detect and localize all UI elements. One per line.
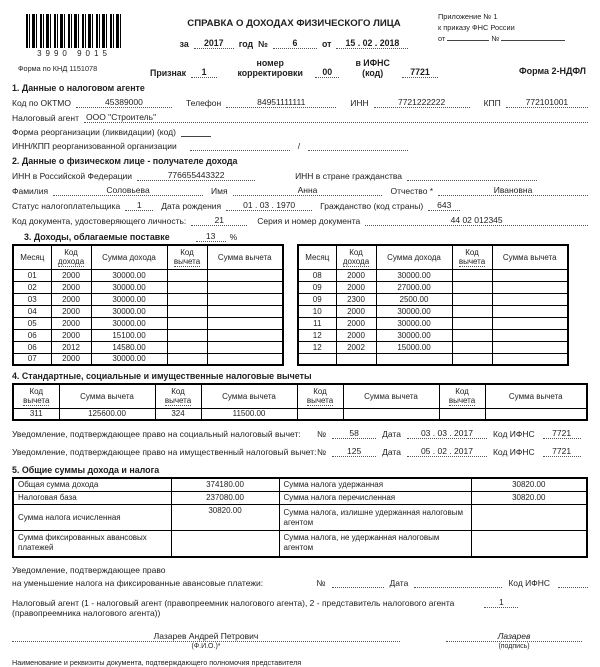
income-code-cell — [336, 353, 376, 365]
dob-value: 01 . 03 . 1970 — [226, 200, 312, 211]
income-row — [298, 269, 568, 281]
col-deduct-code: Код вычета — [155, 384, 201, 408]
deduct-code-cell — [452, 317, 492, 329]
social-notice-label: Уведомление, подтверждающее право на социальный налоговый вычет: — [12, 429, 301, 439]
totals-table — [12, 477, 588, 558]
header — [12, 6, 588, 78]
month-cell: 06 — [13, 329, 51, 341]
deduct-sum-cell — [492, 269, 568, 281]
income-row — [298, 341, 568, 353]
agent-type-value: 1 — [484, 597, 518, 608]
agent-inn-label: ИНН — [350, 98, 369, 108]
kpp-label: КПП — [483, 98, 501, 108]
reorg-form-value — [181, 127, 211, 137]
ifns-label: Код ИФНС — [492, 447, 535, 457]
income-sum-cell: 15000.00 — [376, 341, 452, 353]
income-row — [298, 329, 568, 341]
deduct-code-cell — [452, 329, 492, 341]
deduct-sum-cell — [207, 353, 283, 365]
deduct-code-cell — [167, 269, 207, 281]
surname-label: Фамилия — [12, 186, 49, 196]
deductions-header — [13, 384, 587, 408]
form-knd-label: Форма по КНД 1151078 — [18, 64, 98, 73]
social-notice-date: 03 . 03 . 2017 — [407, 428, 487, 439]
percent-sign: % — [229, 232, 238, 242]
priznak-label: Признак — [150, 68, 187, 78]
income-code-cell: 2002 — [336, 341, 376, 353]
income-code-cell: 2000 — [336, 329, 376, 341]
reorg-form-row — [12, 127, 588, 137]
signature-caption: (подпись) — [498, 642, 530, 650]
income-row — [298, 305, 568, 317]
reorg-inn-kpp-row — [12, 141, 588, 151]
income-row — [13, 293, 283, 305]
person-name-row — [12, 185, 588, 196]
agent-type-row — [12, 597, 588, 618]
total-label: Сумма фиксированных авансовых платежей — [13, 531, 171, 557]
deduct-code-cell: 311 — [13, 408, 59, 420]
income-code-cell: 2000 — [336, 305, 376, 317]
col-deduct-sum: Сумма вычета — [207, 245, 283, 269]
deduct-sum-cell — [485, 408, 587, 420]
totals-row — [13, 505, 587, 531]
income-row — [298, 317, 568, 329]
deduct-sum-cell — [207, 281, 283, 293]
date-label: Дата — [389, 577, 409, 588]
deduct-code-cell — [167, 353, 207, 365]
appendix-no-label: № — [491, 34, 500, 44]
doc-date-value: 15 . 02 . 2018 — [336, 38, 408, 49]
dob-label: Дата рождения — [161, 201, 222, 211]
income-row — [13, 281, 283, 293]
month-cell — [298, 353, 336, 365]
income-code-cell: 2000 — [51, 293, 91, 305]
citizenship-value: 643 — [428, 200, 460, 211]
deduct-sum-cell — [492, 329, 568, 341]
section1-heading: 1. Данные о налоговом агенте — [12, 83, 145, 93]
income-code-cell: 2000 — [336, 317, 376, 329]
date-label: Дата — [382, 429, 401, 439]
income-code-cell: 2000 — [51, 281, 91, 293]
income-code-cell: 2000 — [51, 353, 91, 365]
month-cell: 07 — [13, 353, 51, 365]
col-month: Месяц — [13, 245, 51, 269]
doc-number-value: 6 — [273, 38, 317, 49]
col-deduct-sum: Сумма вычета — [343, 384, 439, 408]
month-cell: 04 — [13, 305, 51, 317]
income-code-cell: 2000 — [51, 317, 91, 329]
korr-value: 00 — [315, 67, 339, 78]
doc-code-label: Код документа, удостоверяющего личность: — [12, 216, 187, 226]
total-label: Сумма налога, излишне удержанная налоговым агентом — [279, 505, 471, 531]
no-sign: № — [317, 429, 327, 439]
priznak-value: 1 — [191, 67, 217, 78]
totals-row — [13, 492, 587, 505]
inn-foreign-label: ИНН в стране гражданства — [295, 171, 402, 181]
deduct-sum-cell — [492, 281, 568, 293]
za-label: за — [179, 39, 189, 49]
deduct-sum-cell — [492, 353, 568, 365]
signature-value: Лазарев — [446, 631, 582, 642]
priznak-line — [150, 58, 438, 78]
advance-notice-ifns — [558, 578, 588, 588]
income-code-cell: 2300 — [336, 293, 376, 305]
income-row — [13, 341, 283, 353]
deduct-code-cell — [439, 408, 485, 420]
date-label: Дата — [382, 447, 401, 457]
firstname-label: Имя — [211, 186, 228, 196]
form-name-label: Форма 2-НДФЛ — [518, 66, 586, 76]
income-sum-cell: 30000.00 — [376, 269, 452, 281]
deduct-code-cell — [452, 281, 492, 293]
god-label: год — [238, 39, 254, 49]
month-cell: 09 — [298, 293, 336, 305]
advance-notice-label: на уменьшение налога на фиксированные авансовые платежи: — [12, 577, 264, 588]
doc-number-line — [150, 38, 438, 49]
income-sum-cell: 30000.00 — [91, 281, 167, 293]
agent-name-row — [12, 112, 588, 123]
total-label: Общая сумма дохода — [13, 478, 171, 492]
property-notice-date: 05 . 02 . 2017 — [407, 446, 487, 457]
deduct-sum-cell — [207, 305, 283, 317]
surname-value: Соловьева — [53, 185, 203, 196]
total-value: 30820.00 — [171, 505, 279, 531]
social-deduction-notice — [12, 428, 588, 439]
appendix-date-blank — [447, 33, 489, 41]
totals-row — [13, 478, 587, 492]
doc-num-value: 44 02 012345 — [365, 215, 588, 226]
patronymic-label: Отчество * — [390, 186, 434, 196]
income-code-cell: 2000 — [51, 269, 91, 281]
property-notice-ifns: 7721 — [543, 446, 581, 457]
person-document-row — [12, 215, 588, 226]
inn-foreign-value — [407, 171, 537, 181]
person-status-row — [12, 200, 588, 211]
ifns-code-value: 7721 — [402, 67, 438, 78]
income-code-cell: 2012 — [51, 341, 91, 353]
income-sum-cell: 30000.00 — [91, 353, 167, 365]
person-inn-row — [12, 170, 588, 181]
agent-name-value: ООО "Строитель" — [84, 112, 588, 123]
income-sum-cell: 14580.00 — [91, 341, 167, 353]
income-table-right-header — [298, 245, 568, 269]
appendix-number-blank — [501, 33, 565, 41]
income-row — [13, 329, 283, 341]
col-deduct-code: Код вычета — [297, 384, 343, 408]
month-cell: 03 — [13, 293, 51, 305]
col-deduct-code: Код вычета — [13, 384, 59, 408]
total-value — [171, 531, 279, 557]
deduct-code-cell — [167, 317, 207, 329]
deduct-code-cell — [167, 329, 207, 341]
advance-notice-line1: Уведомление, подтверждающее право — [12, 564, 166, 575]
total-label: Налоговая база — [13, 492, 171, 505]
deduct-code-cell: 324 — [155, 408, 201, 420]
deduct-sum-cell — [492, 305, 568, 317]
social-notice-ifns: 7721 — [543, 428, 581, 439]
income-row — [298, 293, 568, 305]
month-cell: 05 — [13, 317, 51, 329]
phone-value: 84951111111 — [226, 97, 336, 108]
ot-label: от — [321, 39, 332, 49]
reorg-kpp-value — [308, 141, 408, 151]
representative-document-note: Наименование и реквизиты документа, подтверждающего полномочия представителя — [12, 657, 302, 667]
total-value: 30820.00 — [471, 492, 587, 505]
income-sum-cell: 30000.00 — [91, 293, 167, 305]
month-cell: 11 — [298, 317, 336, 329]
deduct-sum-cell — [492, 341, 568, 353]
appendix-line-2: к приказу ФНС России — [438, 22, 515, 32]
year-value: 2017 — [194, 38, 234, 49]
agent-type-label: Налоговый агент (1 - налоговый агент (правопреемник налогового агента), 2 - представитель налогового агента (правопреемника налогового агента)) — [12, 597, 455, 618]
col-deduct-sum: Сумма вычета — [492, 245, 568, 269]
ifns-label: в ИФНС (код) — [355, 58, 390, 78]
kpp-value: 772101001 — [506, 97, 588, 108]
fio-caption: (Ф.И.О.)* — [191, 642, 221, 650]
deduct-code-cell — [167, 293, 207, 305]
total-label: Сумма налога перечисленная — [279, 492, 471, 505]
reorg-inn-value — [190, 141, 290, 151]
income-row — [298, 353, 568, 365]
deductions-row — [13, 408, 587, 420]
deduct-code-cell — [452, 353, 492, 365]
agent-inn-value: 7721222222 — [374, 97, 470, 108]
income-table-left-header — [13, 245, 283, 269]
total-value — [471, 531, 587, 557]
deduct-sum-cell — [207, 269, 283, 281]
no-sign: № — [258, 39, 268, 49]
barcode-image — [26, 14, 122, 48]
income-row — [13, 317, 283, 329]
citizenship-label: Гражданство (код страны) — [320, 201, 424, 211]
total-label: Сумма налога исчисленная — [13, 505, 171, 531]
ifns-label: Код ИФНС — [508, 577, 550, 588]
col-deduct-code: Код вычета — [452, 245, 492, 269]
month-cell: 01 — [13, 269, 51, 281]
income-code-cell: 2000 — [336, 269, 376, 281]
reorg-form-label: Форма реорганизации (ликвидации) (код) — [12, 127, 176, 137]
tax-rate-value: 13 — [196, 231, 226, 242]
income-sum-cell: 30000.00 — [376, 305, 452, 317]
month-cell: 02 — [13, 281, 51, 293]
property-notice-label: Уведомление, подтверждающее право на имущественный налоговый вычет: — [12, 447, 317, 457]
income-sum-cell: 30000.00 — [376, 317, 452, 329]
patronymic-value: Ивановна — [438, 185, 588, 196]
advance-notice-date — [414, 578, 502, 588]
deduct-sum-cell — [207, 317, 283, 329]
header-left — [12, 6, 150, 78]
status-value: 1 — [125, 200, 153, 211]
col-deduct-sum: Сумма вычета — [485, 384, 587, 408]
oktmo-value: 45389000 — [76, 97, 172, 108]
income-sum-cell: 30000.00 — [91, 317, 167, 329]
appendix-ot-label: от — [438, 34, 446, 44]
deduct-code-cell — [167, 341, 207, 353]
col-income-sum: Сумма дохода — [376, 245, 452, 269]
advance-notice-number — [332, 578, 384, 588]
doc-code-value: 21 — [191, 215, 247, 226]
property-deduction-notice — [12, 446, 588, 457]
advance-notice-line2 — [12, 578, 588, 588]
deduct-sum-cell — [343, 408, 439, 420]
ifns-label: Код ИФНС — [492, 429, 535, 439]
income-code-cell: 2000 — [51, 305, 91, 317]
income-row — [13, 353, 283, 365]
slash-separator: / — [297, 141, 301, 151]
col-deduct-sum: Сумма вычета — [59, 384, 155, 408]
page-title: СПРАВКА О ДОХОДАХ ФИЗИЧЕСКОГО ЛИЦА — [187, 18, 401, 29]
income-sum-cell: 30000.00 — [91, 305, 167, 317]
col-income-code: Код дохода — [336, 245, 376, 269]
income-code-cell: 2000 — [336, 281, 376, 293]
deduct-code-cell — [452, 293, 492, 305]
status-label: Статус налогоплательщика — [12, 201, 121, 211]
inn-rf-label: ИНН в Российской Федерации — [12, 171, 133, 181]
total-label: Сумма налога, не удержанная налоговым агентом — [279, 531, 471, 557]
deductions-table — [12, 383, 588, 421]
fio-value: Лазарев Андрей Петрович — [12, 631, 400, 642]
no-sign: № — [317, 447, 327, 457]
appendix-line-3 — [438, 33, 588, 45]
deduct-sum-cell: 11500.00 — [201, 408, 297, 420]
col-month: Месяц — [298, 245, 336, 269]
total-value: 30820.00 — [471, 478, 587, 492]
social-notice-number: 58 — [332, 428, 376, 439]
income-sum-cell: 2500.00 — [376, 293, 452, 305]
phone-label: Телефон — [185, 98, 222, 108]
income-sum-cell: 15100.00 — [91, 329, 167, 341]
signature-block — [446, 631, 582, 650]
income-sum-cell: 27000.00 — [376, 281, 452, 293]
col-deduct-code: Код вычета — [439, 384, 485, 408]
deduct-code-cell — [452, 305, 492, 317]
deduct-sum-cell: 125600.00 — [59, 408, 155, 420]
month-cell: 12 — [298, 341, 336, 353]
month-cell: 09 — [298, 281, 336, 293]
totals-row — [13, 531, 587, 557]
deduct-code-cell — [452, 341, 492, 353]
section4-heading: 4. Стандартные, социальные и имущественные налоговые вычеты — [12, 371, 312, 381]
income-sum-cell: 30000.00 — [376, 329, 452, 341]
barcode-digits: 3990 9015 — [37, 49, 111, 58]
deduct-sum-cell — [492, 317, 568, 329]
section2-heading: 2. Данные о физическом лице - получателе дохода — [12, 156, 238, 166]
col-income-sum: Сумма дохода — [91, 245, 167, 269]
agent-name-label: Налоговый агент — [12, 113, 79, 123]
total-value — [471, 505, 587, 531]
section3-heading: 3. Доходы, облагаемые поставке — [24, 232, 170, 242]
deduct-code-cell — [167, 305, 207, 317]
deduct-code-cell — [452, 269, 492, 281]
appendix-line-1: Приложение № 1 — [438, 12, 498, 21]
month-cell: 08 — [298, 269, 336, 281]
deduct-sum-cell — [207, 293, 283, 305]
month-cell: 10 — [298, 305, 336, 317]
month-cell: 12 — [298, 329, 336, 341]
col-income-code: Код дохода — [51, 245, 91, 269]
oktmo-label: Код по ОКТМО — [12, 98, 71, 108]
income-sum-cell — [376, 353, 452, 365]
signature-row — [12, 631, 588, 650]
total-value: 237080.00 — [171, 492, 279, 505]
property-notice-number: 125 — [332, 446, 376, 457]
section3-heading-row — [12, 231, 588, 242]
income-table-left — [12, 244, 284, 366]
firstname-value: Анна — [233, 185, 383, 196]
fio-block — [12, 631, 400, 650]
inn-rf-value: 776655443322 — [137, 170, 255, 181]
no-sign: № — [316, 577, 326, 588]
income-table-right — [297, 244, 569, 366]
doc-num-label: Серия и номер документа — [257, 216, 361, 226]
income-sum-cell: 30000.00 — [91, 269, 167, 281]
deduct-sum-cell — [207, 329, 283, 341]
agent-codes-row — [12, 97, 588, 108]
section5-heading: 5. Общие суммы дохода и налога — [12, 465, 160, 475]
income-tables — [12, 244, 588, 366]
korr-label: номер корректировки — [237, 58, 303, 78]
income-row — [13, 269, 283, 281]
income-code-cell: 2000 — [51, 329, 91, 341]
deduct-sum-cell — [207, 341, 283, 353]
total-label: Сумма налога удержанная — [279, 478, 471, 492]
reorg-inn-kpp-label: ИНН/КПП реорганизованной организации — [12, 141, 177, 151]
income-row — [13, 305, 283, 317]
deduct-sum-cell — [492, 293, 568, 305]
total-value: 374180.00 — [171, 478, 279, 492]
income-row — [298, 281, 568, 293]
col-deduct-sum: Сумма вычета — [201, 384, 297, 408]
header-center — [150, 6, 438, 78]
month-cell: 06 — [13, 341, 51, 353]
col-deduct-code: Код вычета — [167, 245, 207, 269]
deduct-code-cell — [297, 408, 343, 420]
deduct-code-cell — [167, 281, 207, 293]
